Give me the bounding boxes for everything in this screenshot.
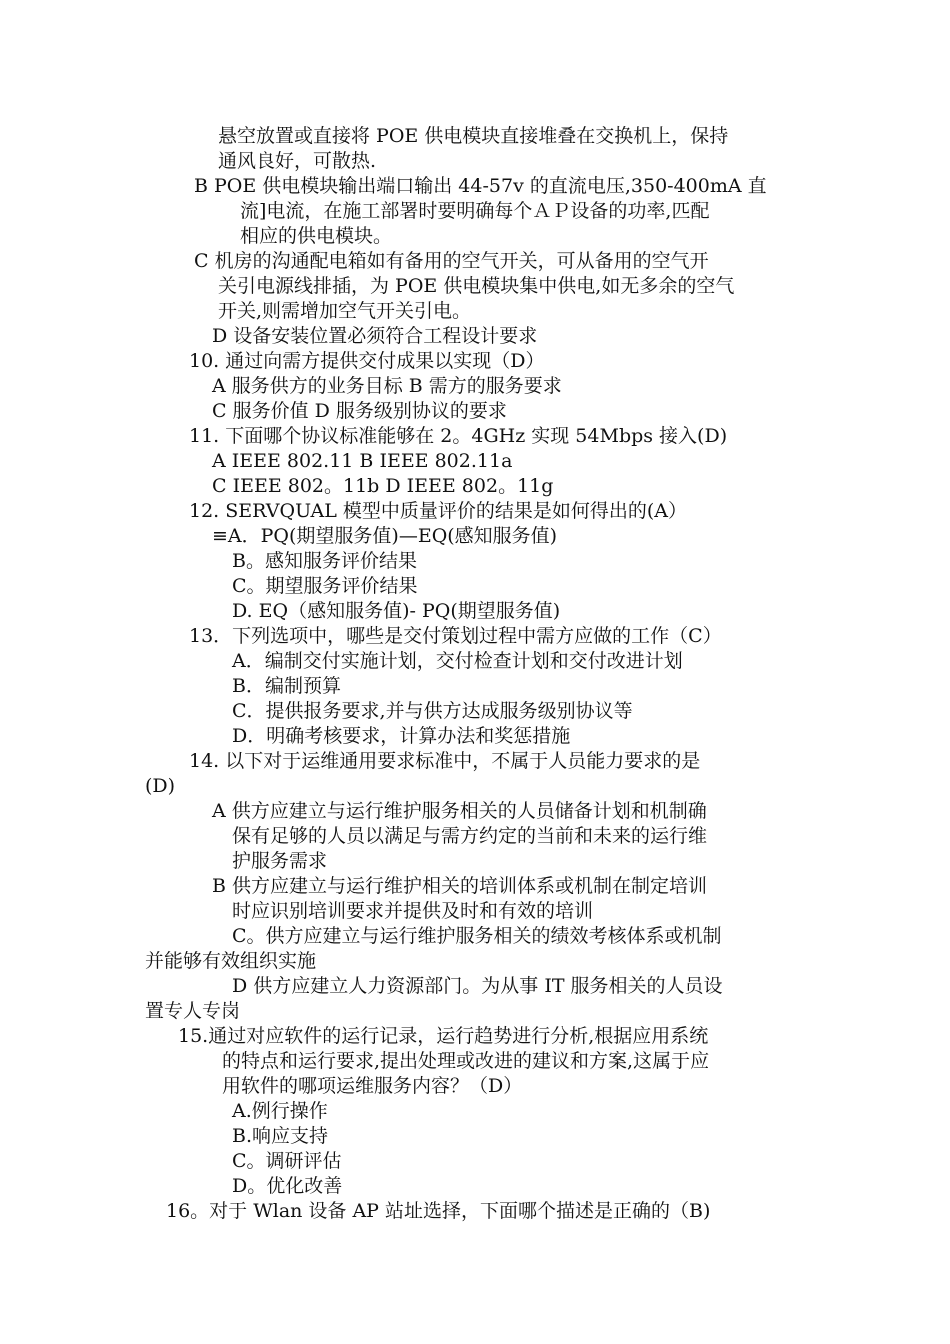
text-line: 保有足够的人员以满足与需方约定的当前和未来的运行维 bbox=[232, 825, 708, 847]
question-15: 15.通过对应软件的运行记录，运行趋势进行分析,根据应用系统 bbox=[178, 1025, 709, 1047]
text-line: 置专人专岗 bbox=[145, 1000, 241, 1022]
text-line: C。调研评估 bbox=[232, 1150, 342, 1172]
question-10: 10. 通过向需方提供交付成果以实现（D） bbox=[189, 350, 545, 372]
text-line: D 供方应建立人力资源部门。为从事 IT 服务相关的人员设 bbox=[232, 975, 723, 997]
text-line: B 供方应建立与运行维护相关的培训体系或机制在制定培训 bbox=[212, 875, 708, 897]
text-line: C 服务价值 D 服务级别协议的要求 bbox=[212, 400, 507, 422]
question-12: 12. SERVQUAL 模型中质量评价的结果是如何得出的(A） bbox=[189, 500, 688, 522]
text-line: B。感知服务评价结果 bbox=[232, 550, 417, 572]
text-line: C 机房的沟通配电箱如有备用的空气开关，可从备用的空气开 bbox=[194, 250, 709, 272]
text-line: 的特点和运行要求,提出处理或改进的建议和方案,这属于应 bbox=[222, 1050, 710, 1072]
text-line: C．提供报务要求,并与供方达成服务级别协议等 bbox=[232, 700, 633, 722]
text-line: C IEEE 802。11b D IEEE 802。11g bbox=[212, 475, 554, 497]
text-line: A IEEE 802.11 B IEEE 802.11a bbox=[212, 450, 513, 472]
text-line: 悬空放置或直接将 POE 供电模块直接堆叠在交换机上，保持 bbox=[218, 125, 729, 147]
question-11: 11. 下面哪个协议标准能够在 2。4GHz 实现 54Mbps 接入(D) bbox=[189, 425, 728, 447]
question-14: 14. 以下对于运维通用要求标准中，不属于人员能力要求的是 bbox=[189, 750, 701, 772]
text-line: D 设备安装位置必须符合工程设计要求 bbox=[212, 325, 538, 347]
text-line: 护服务需求 bbox=[232, 850, 328, 872]
text-line: 关引电源线排插，为 POE 供电模块集中供电,如无多余的空气 bbox=[218, 275, 735, 297]
question-16: 16。对于 Wlan 设备 AP 站址选择，下面哪个描述是正确的（B) bbox=[166, 1200, 711, 1222]
text-line: C。期望服务评价结果 bbox=[232, 575, 418, 597]
text-line: ≡A．PQ(期望服务值)—EQ(感知服务值) bbox=[212, 525, 558, 547]
text-line: B.响应支持 bbox=[232, 1125, 329, 1147]
question-13: 13．下列选项中，哪些是交付策划过程中需方应做的工作（C） bbox=[189, 625, 722, 647]
text-line: 流]电流，在施工部署时要明确每个ＡＰ设备的功率,匹配 bbox=[240, 200, 710, 222]
text-line: 相应的供电模块。 bbox=[240, 225, 393, 247]
text-line: B POE 供电模块输出端口输出 44-57v 的直流电压,350-400mA 直 bbox=[194, 175, 767, 197]
text-line: (D) bbox=[145, 775, 176, 797]
text-line: D. EQ（感知服务值)- PQ(期望服务值) bbox=[232, 600, 561, 622]
text-line: D．明确考核要求，计算办法和奖惩措施 bbox=[232, 725, 571, 747]
text-line: 通风良好，可散热. bbox=[218, 150, 377, 172]
text-line: A 供方应建立与运行维护服务相关的人员储备计划和机制确 bbox=[212, 800, 707, 822]
text-line: A．编制交付实施计划，交付检查计划和交付改进计划 bbox=[232, 650, 683, 672]
text-line: A 服务供方的业务目标 B 需方的服务要求 bbox=[212, 375, 562, 397]
text-line: 时应识别培训要求并提供及时和有效的培训 bbox=[232, 900, 594, 922]
text-line: B．编制预算 bbox=[232, 675, 341, 697]
text-line: D。优化改善 bbox=[232, 1175, 343, 1197]
text-line: 并能够有效组织实施 bbox=[145, 950, 317, 972]
text-line: C。供方应建立与运行维护服务相关的绩效考核体系或机制 bbox=[232, 925, 722, 947]
text-line: A.例行操作 bbox=[232, 1100, 328, 1122]
text-line: 用软件的哪项运维服务内容？（D） bbox=[222, 1075, 523, 1097]
text-line: 开关,则需增加空气开关引电。 bbox=[218, 300, 472, 322]
